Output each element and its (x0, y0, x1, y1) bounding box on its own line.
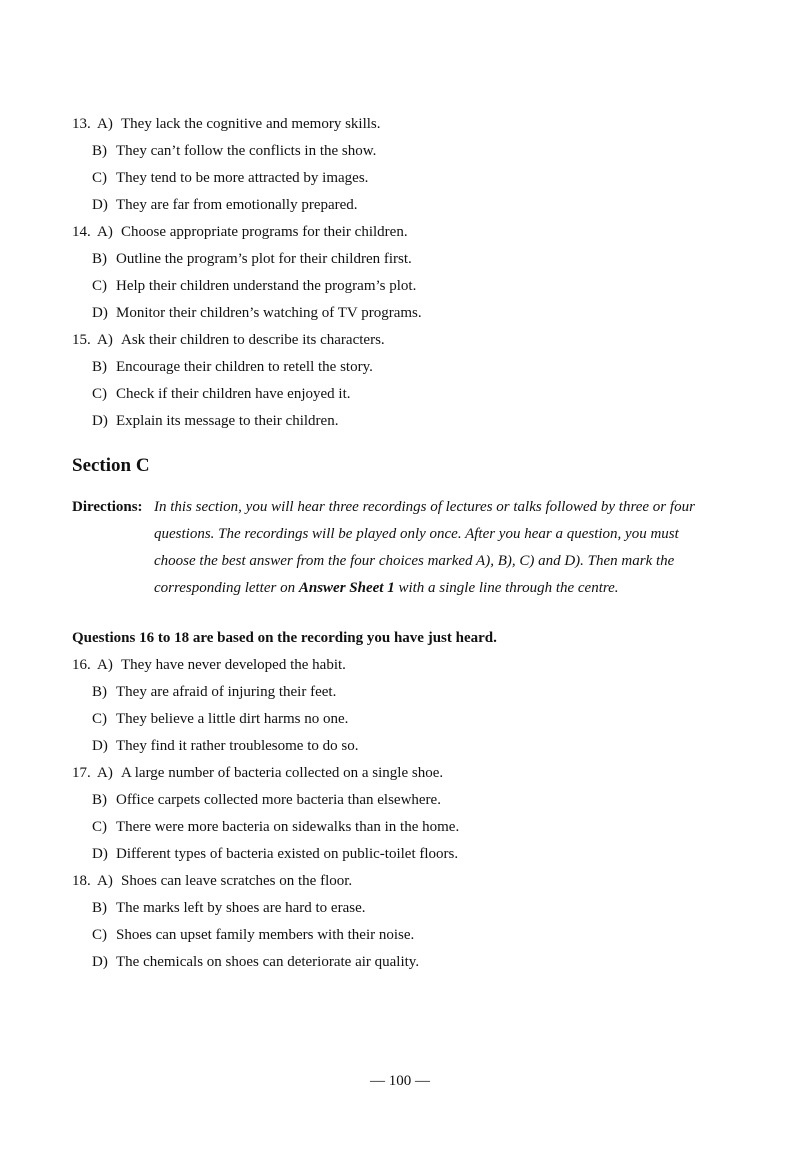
question-18-option-a (72, 868, 732, 895)
option-letter: D) (92, 954, 108, 970)
question-16-option-b (72, 679, 732, 706)
question-15-option-c (72, 381, 732, 408)
option-text: Encourage their children to retell the story. (116, 359, 373, 375)
question-14-option-c (72, 273, 732, 300)
option-letter: B) (92, 143, 107, 159)
option-letter: C) (92, 927, 107, 943)
question-16-option-d (72, 733, 732, 760)
question-15-option-b (72, 354, 732, 381)
option-letter: C) (92, 819, 107, 835)
section-heading: Section C (72, 455, 150, 476)
question-13-option-d (72, 192, 732, 219)
option-text: Explain its message to their children. (116, 413, 339, 429)
option-text: Monitor their children’s watching of TV programs. (116, 305, 422, 321)
directions-line-3: choose the best answer from the four choices marked A), B), C) and D). Then mark the (154, 553, 675, 569)
option-text: Ask their children to describe its characters. (121, 332, 385, 348)
option-letter: C) (92, 170, 107, 186)
question-15-option-d (72, 408, 732, 435)
option-text: Office carpets collected more bacteria than elsewhere. (116, 792, 441, 808)
question-17-option-b (72, 787, 732, 814)
option-letter: D) (92, 305, 108, 321)
question-number: 15. (72, 332, 91, 348)
option-text: They are far from emotionally prepared. (116, 197, 358, 213)
option-text: They are afraid of injuring their feet. (116, 684, 337, 700)
question-group-heading: Questions 16 to 18 are based on the recording you have just heard. (72, 630, 497, 646)
option-letter: A) (97, 765, 113, 781)
option-letter: A) (97, 873, 113, 889)
option-letter: C) (92, 278, 107, 294)
option-letter: B) (92, 900, 107, 916)
option-letter: B) (92, 684, 107, 700)
question-number: 18. (72, 873, 91, 889)
answer-sheet-label: Answer Sheet 1 (298, 580, 395, 596)
option-text: They believe a little dirt harms no one. (116, 711, 349, 727)
option-text: There were more bacteria on sidewalks than in the home. (116, 819, 460, 835)
directions-line-4 (154, 575, 619, 602)
question-18-option-c (72, 922, 732, 949)
question-number: 16. (72, 657, 91, 673)
option-text: Choose appropriate programs for their children. (121, 224, 408, 240)
question-17-option-c (72, 814, 732, 841)
directions-line-1: In this section, you will hear three recordings of lectures or talks followed by three or four (154, 499, 695, 515)
directions-line-2: questions. The recordings will be played only once. After you hear a question, you must (154, 526, 679, 542)
directions-line-4-post: with a single line through the centre. (394, 580, 619, 596)
question-number: 14. (72, 224, 91, 240)
question-18-option-b (72, 895, 732, 922)
option-letter: D) (92, 846, 108, 862)
option-text: Check if their children have enjoyed it. (116, 386, 351, 402)
question-14-option-d (72, 300, 732, 327)
option-letter: D) (92, 413, 108, 429)
option-text: A large number of bacteria collected on a single shoe. (121, 765, 444, 781)
question-number: 17. (72, 765, 91, 781)
option-letter: A) (97, 224, 113, 240)
directions-line-4-pre: corresponding letter on (154, 580, 299, 596)
option-letter: B) (92, 792, 107, 808)
option-text: They find it rather troublesome to do so. (116, 738, 359, 754)
option-letter: A) (97, 332, 113, 348)
directions-label: Directions: (72, 499, 143, 515)
option-text: They can’t follow the conflicts in the show. (116, 143, 377, 159)
option-letter: A) (97, 657, 113, 673)
question-15-option-a (72, 327, 732, 354)
option-text: Different types of bacteria existed on public-toilet floors. (116, 846, 459, 862)
option-text: The chemicals on shoes can deteriorate air quality. (116, 954, 420, 970)
option-letter: B) (92, 359, 107, 375)
option-letter: D) (92, 197, 108, 213)
page-number: — 100 — (370, 1073, 430, 1089)
option-text: They have never developed the habit. (121, 657, 346, 673)
option-letter: D) (92, 738, 108, 754)
option-text: They tend to be more attracted by images. (116, 170, 369, 186)
question-13-option-c (72, 165, 732, 192)
question-14-option-b (72, 246, 732, 273)
question-17-option-a (72, 760, 732, 787)
question-16-option-c (72, 706, 732, 733)
option-letter: C) (92, 711, 107, 727)
question-18-option-d (72, 949, 732, 976)
option-letter: C) (92, 386, 107, 402)
question-list-16-18 (72, 652, 732, 976)
question-14-option-a (72, 219, 732, 246)
question-list-13-15 (72, 111, 732, 435)
option-letter: B) (92, 251, 107, 267)
option-text: The marks left by shoes are hard to erase. (116, 900, 366, 916)
question-17-option-d (72, 841, 732, 868)
option-text: Shoes can leave scratches on the floor. (121, 873, 353, 889)
option-letter: A) (97, 116, 113, 132)
option-text: They lack the cognitive and memory skills. (121, 116, 381, 132)
option-text: Outline the program’s plot for their children first. (116, 251, 412, 267)
option-text: Shoes can upset family members with their noise. (116, 927, 415, 943)
option-text: Help their children understand the program’s plot. (116, 278, 417, 294)
question-16-option-a (72, 652, 732, 679)
question-number: 13. (72, 116, 91, 132)
question-13-option-b (72, 138, 732, 165)
question-13-option-a (72, 111, 732, 138)
